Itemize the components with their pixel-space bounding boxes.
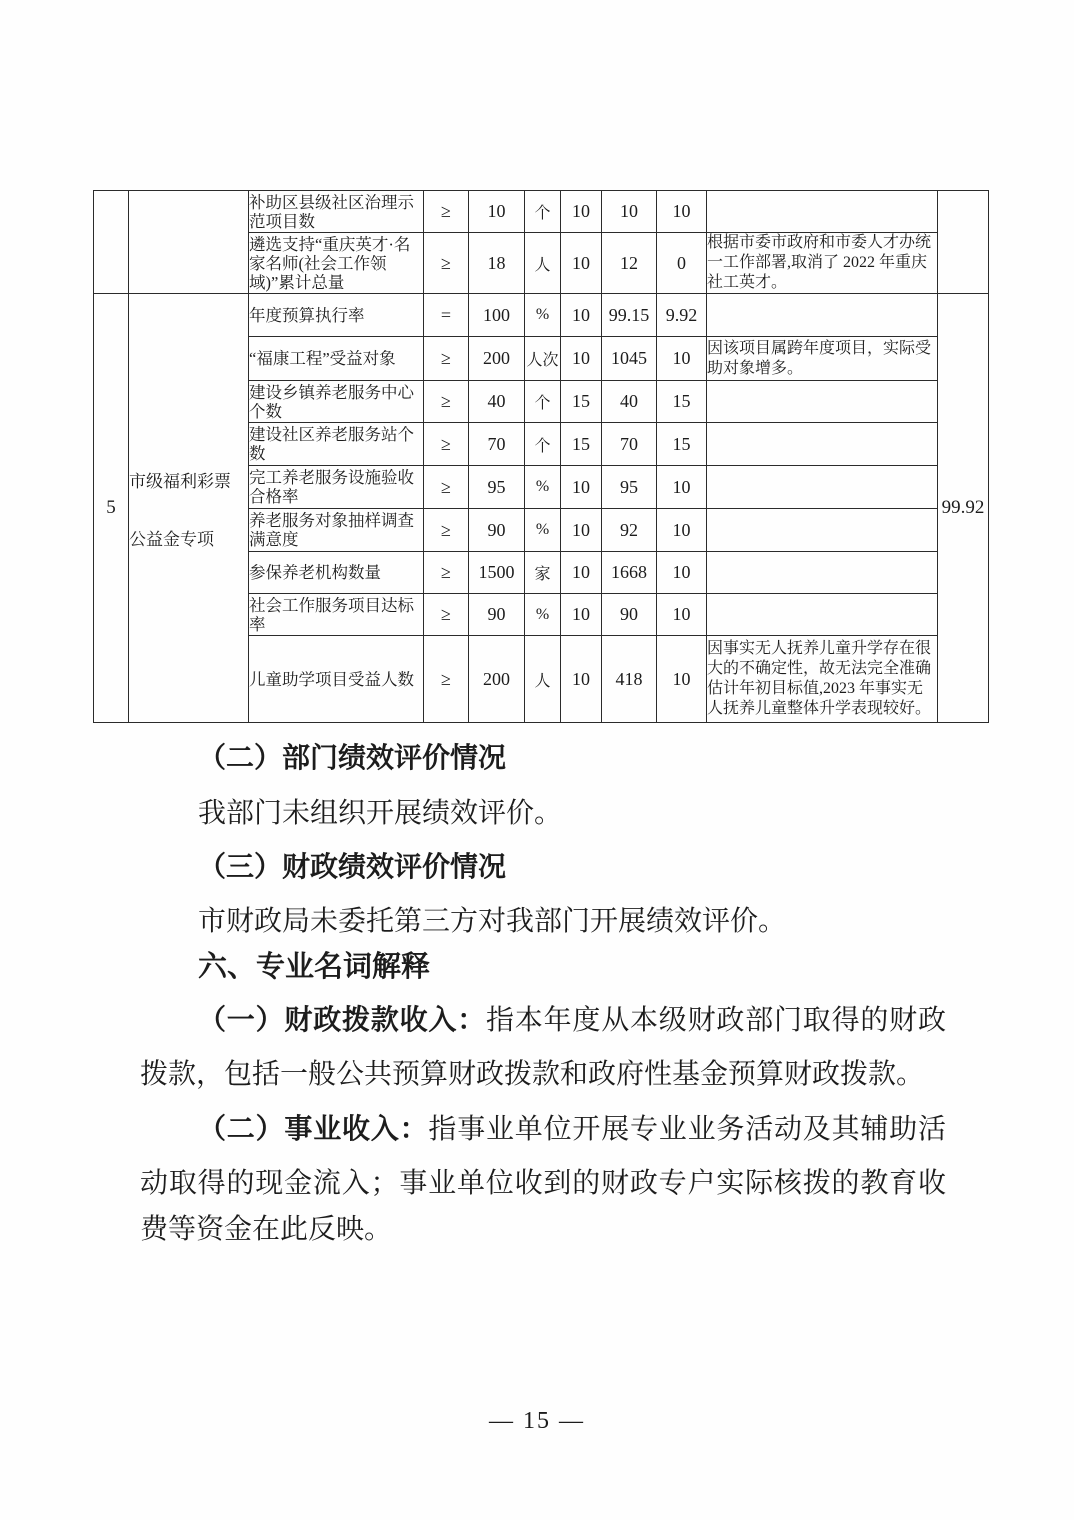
target-value-cell: 95 (469, 466, 525, 509)
weight-cell: 15 (561, 423, 602, 466)
weight-cell: 15 (561, 381, 602, 423)
note-cell (707, 509, 938, 552)
section-heading-terms: 六、专业名词解释 (198, 951, 431, 983)
project-name-line2: 公益金专项 (129, 529, 214, 549)
unit-cell: 人 (525, 636, 561, 723)
unit-cell: 个 (525, 381, 561, 423)
target-value-cell: 1500 (469, 552, 525, 594)
total-score-cell (938, 191, 989, 294)
indicator-name-cell: 年度预算执行率 (249, 294, 424, 337)
term2-line3: 费等资金在此反映。 (140, 1214, 393, 1245)
paragraph-dept-evaluation: 我部门未组织开展绩效评价。 (198, 798, 563, 829)
section-heading-dept-evaluation: （二）部门绩效评价情况 (198, 743, 507, 774)
actual-value-cell: 90 (602, 594, 657, 636)
score-cell: 15 (657, 381, 707, 423)
score-cell: 10 (657, 552, 707, 594)
unit-cell: 人次 (525, 337, 561, 381)
score-cell: 10 (657, 594, 707, 636)
score-cell: 15 (657, 423, 707, 466)
indicator-name-cell: 建设社区养老服务站个数 (249, 423, 424, 466)
project-name-cell (129, 294, 249, 723)
actual-value-cell: 10 (602, 191, 657, 233)
weight-cell: 10 (561, 594, 602, 636)
indicator-name-cell: 建设乡镇养老服务中心个数 (249, 381, 424, 423)
operator-cell: ≥ (424, 466, 469, 509)
target-value-cell: 90 (469, 594, 525, 636)
note-cell (707, 294, 938, 337)
performance-table-wrapper (93, 190, 989, 723)
paragraph-finance-evaluation: 市财政局未委托第三方对我部门开展绩效评价。 (198, 906, 787, 937)
weight-cell: 10 (561, 337, 602, 381)
unit-cell: 个 (525, 191, 561, 233)
indicator-name-cell: 参保养老机构数量 (249, 552, 424, 594)
note-cell: 因事实无人抚养儿童升学存在很大的不确定性，故无法完全准确估计年初目标值,2023 年事实无人抚养儿童整体升学表现较好。 (707, 636, 938, 723)
operator-cell: ≥ (424, 636, 469, 723)
project-name-line1: 市级福利彩票 (129, 471, 231, 491)
actual-value-cell: 1668 (602, 552, 657, 594)
note-cell: 因该项目属跨年度项目，实际受助对象增多。 (707, 337, 938, 381)
score-cell: 10 (657, 337, 707, 381)
page-number: — 15 — (489, 1408, 585, 1434)
unit-cell: % (525, 594, 561, 636)
project-name-cell (129, 191, 249, 294)
unit-cell: % (525, 294, 561, 337)
actual-value-cell: 95 (602, 466, 657, 509)
target-value-cell: 40 (469, 381, 525, 423)
note-cell (707, 191, 938, 233)
indicator-name-cell: 遴选支持“重庆英才·名家名师(社会工作领域)”累计总量 (249, 233, 424, 294)
term1-line2: 拨款，包括一般公共预算财政拨款和政府性基金预算财政拨款。 (140, 1059, 925, 1090)
target-value-cell: 70 (469, 423, 525, 466)
seq-cell (94, 191, 129, 294)
weight-cell: 10 (561, 233, 602, 294)
weight-cell: 10 (561, 552, 602, 594)
actual-value-cell: 40 (602, 381, 657, 423)
actual-value-cell: 92 (602, 509, 657, 552)
score-cell: 10 (657, 191, 707, 233)
term2-line1-rest: 指事业单位开展专业业务活动及其辅助活 (428, 1114, 946, 1145)
score-cell: 10 (657, 636, 707, 723)
operator-cell: ≥ (424, 509, 469, 552)
unit-cell: 家 (525, 552, 561, 594)
weight-cell: 10 (561, 294, 602, 337)
note-cell (707, 552, 938, 594)
actual-value-cell: 70 (602, 423, 657, 466)
operator-cell: ≥ (424, 337, 469, 381)
section-heading-finance-evaluation: （三）财政绩效评价情况 (198, 852, 507, 883)
indicator-name-cell: 儿童助学项目受益人数 (249, 636, 424, 723)
operator-cell: = (424, 294, 469, 337)
actual-value-cell: 418 (602, 636, 657, 723)
table-row (94, 294, 989, 337)
term1-line1-rest: 指本年度从本级财政部门取得的财政 (486, 1005, 946, 1036)
note-cell (707, 381, 938, 423)
performance-table (93, 190, 989, 723)
score-cell: 10 (657, 466, 707, 509)
term2-line2: 动取得的现金流入；事业单位收到的财政专户实际核拨的教育收 (140, 1168, 946, 1199)
note-cell (707, 594, 938, 636)
term1-line1 (140, 1004, 946, 1038)
seq-cell: 5 (94, 294, 129, 723)
score-cell: 0 (657, 233, 707, 294)
weight-cell: 10 (561, 466, 602, 509)
note-cell (707, 466, 938, 509)
note-cell (707, 423, 938, 466)
weight-cell: 10 (561, 636, 602, 723)
unit-cell: % (525, 466, 561, 509)
unit-cell: 个 (525, 423, 561, 466)
operator-cell: ≥ (424, 594, 469, 636)
actual-value-cell: 1045 (602, 337, 657, 381)
target-value-cell: 18 (469, 233, 525, 294)
score-cell: 9.92 (657, 294, 707, 337)
weight-cell: 10 (561, 191, 602, 233)
target-value-cell: 10 (469, 191, 525, 233)
operator-cell: ≥ (424, 233, 469, 294)
operator-cell: ≥ (424, 191, 469, 233)
indicator-name-cell: 社会工作服务项目达标率 (249, 594, 424, 636)
unit-cell: 人 (525, 233, 561, 294)
indicator-name-cell: 养老服务对象抽样调查满意度 (249, 509, 424, 552)
operator-cell: ≥ (424, 552, 469, 594)
target-value-cell: 100 (469, 294, 525, 337)
target-value-cell: 200 (469, 337, 525, 381)
term2-lead: （二）事业收入： (198, 1114, 429, 1145)
operator-cell: ≥ (424, 423, 469, 466)
table-row (94, 191, 989, 233)
operator-cell: ≥ (424, 381, 469, 423)
actual-value-cell: 12 (602, 233, 657, 294)
weight-cell: 10 (561, 509, 602, 552)
term2-line1 (140, 1113, 946, 1147)
target-value-cell: 200 (469, 636, 525, 723)
note-cell: 根据市委市政府和市委人才办统一工作部署,取消了 2022 年重庆社工英才。 (707, 233, 938, 294)
indicator-name-cell: “福康工程”受益对象 (249, 337, 424, 381)
target-value-cell: 90 (469, 509, 525, 552)
unit-cell: % (525, 509, 561, 552)
indicator-name-cell: 补助区县级社区治理示范项目数 (249, 191, 424, 233)
indicator-name-cell: 完工养老服务设施验收合格率 (249, 466, 424, 509)
actual-value-cell: 99.15 (602, 294, 657, 337)
total-score-cell: 99.92 (938, 294, 989, 723)
term1-lead: （一）财政拨款收入： (198, 1005, 486, 1036)
score-cell: 10 (657, 509, 707, 552)
